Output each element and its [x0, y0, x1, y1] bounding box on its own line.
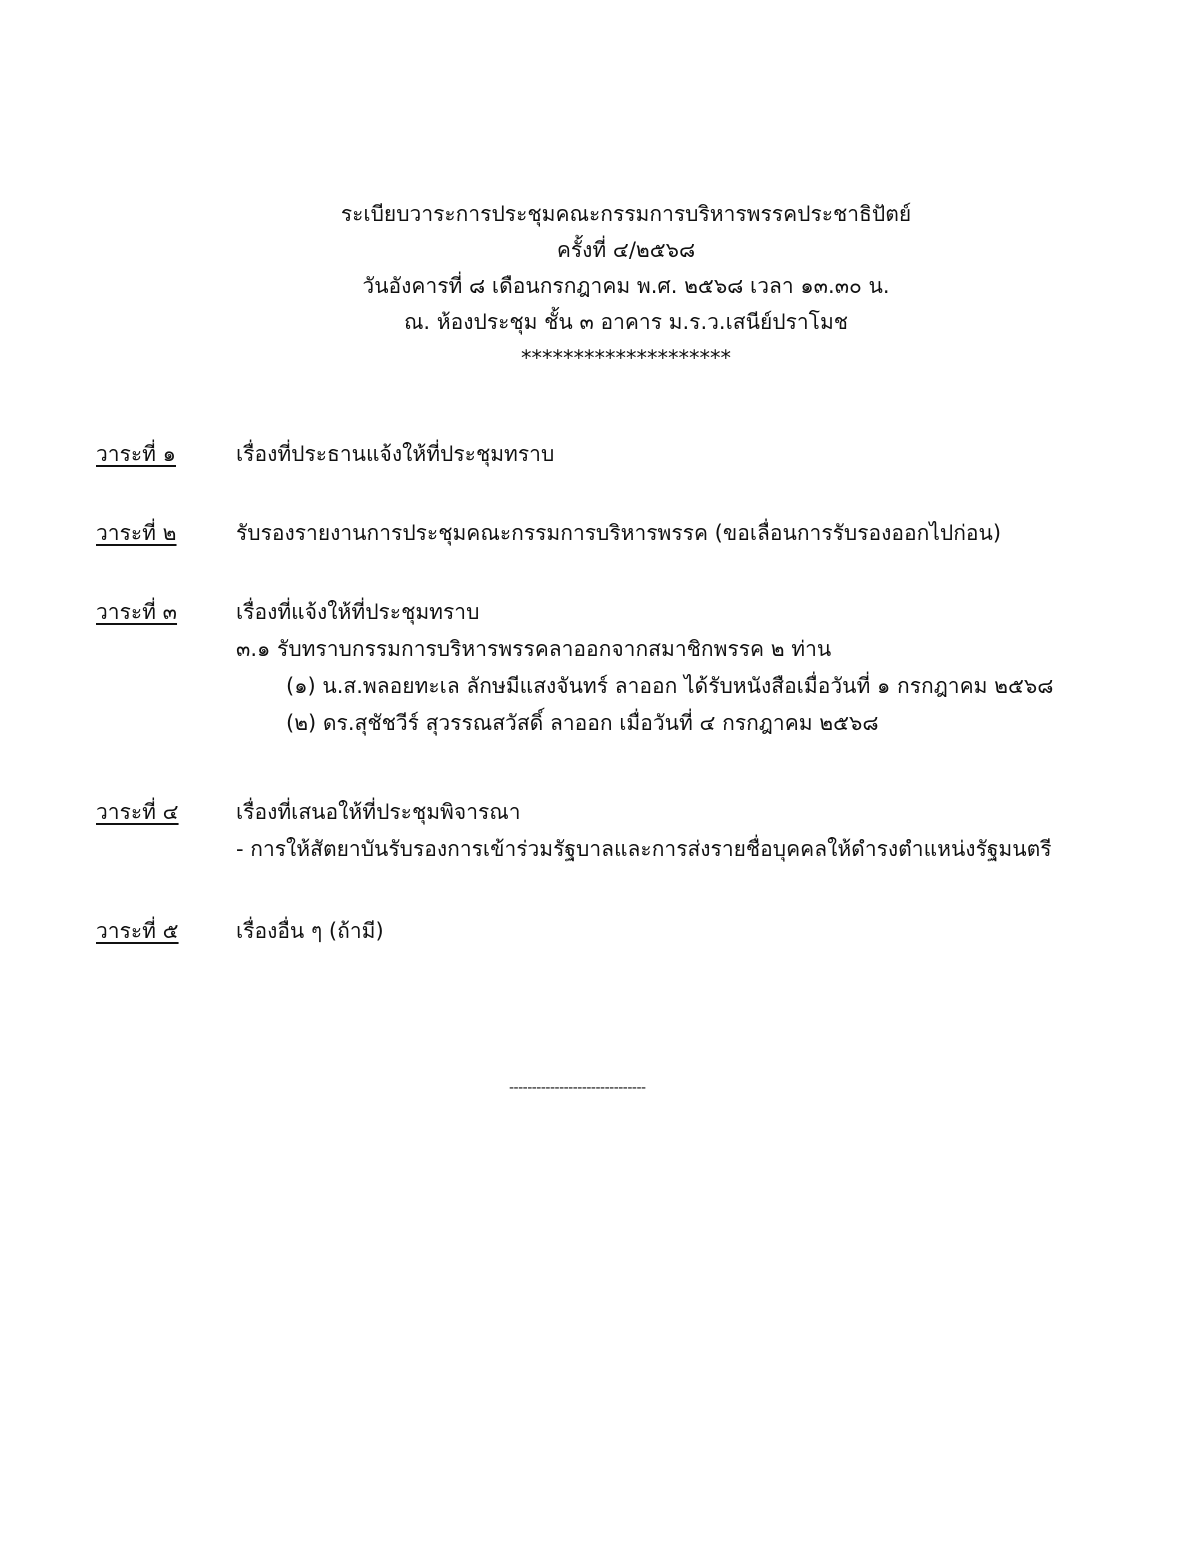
- document-header: [0, 196, 1200, 376]
- footer-rule: ------------------------------: [509, 1080, 646, 1096]
- agenda-label-1: วาระที่ ๑: [96, 442, 176, 466]
- agenda-text-3: เรื่องที่แจ้งให้ที่ประชุมทราบ: [236, 600, 480, 624]
- agenda-text-1: เรื่องที่ประธานแจ้งให้ที่ประชุมทราบ: [236, 442, 555, 466]
- agenda-label-5: วาระที่ ๕: [96, 919, 179, 943]
- agenda-3-detail-2: (๒) ดร.สุชัชวีร์ สุวรรณสวัสดิ์ ลาออก เมื่อวันที่ ๔ กรกฎาคม ๒๕๖๘: [286, 711, 879, 735]
- session-number: ครั้งที่ ๔/๒๕๖๘: [556, 238, 696, 262]
- meeting-venue: ณ. ห้องประชุม ชั้น ๓ อาคาร ม.ร.ว.เสนีย์ปราโมช: [403, 310, 849, 334]
- agenda-text-2: รับรองรายงานการประชุมคณะกรรมการบริหารพรรค (ขอเลื่อนการรับรองออกไปก่อน): [236, 521, 1002, 545]
- header-separator: ********************: [521, 346, 731, 370]
- agenda-3-detail-1: (๑) น.ส.พลอยทะเล ลักษมีแสงจันทร์ ลาออก ได้รับหนังสือเมื่อวันที่ ๑ กรกฎาคม ๒๕๖๘: [286, 674, 1054, 698]
- agenda-3-subitem: ๓.๑ รับทราบกรรมการบริหารพรรคลาออกจากสมาชิกพรรค ๒ ท่าน: [236, 637, 832, 661]
- agenda-item-1: [96, 435, 1156, 473]
- agenda-item-2: [96, 514, 1156, 552]
- agenda-4-subitem: - การให้สัตยาบันรับรองการเข้าร่วมรัฐบาลและการส่งรายชื่อบุคคลให้ดำรงตำแหน่งรัฐมนตรี: [236, 837, 1052, 861]
- agenda-text-4: เรื่องที่เสนอให้ที่ประชุมพิจารณา: [236, 800, 521, 824]
- meeting-datetime: วันอังคารที่ ๘ เดือนกรกฎาคม พ.ศ. ๒๕๖๘ เวลา ๑๓.๓๐ น.: [362, 274, 890, 298]
- agenda-title: ระเบียบวาระการประชุมคณะกรรมการบริหารพรรคประชาธิปัตย์: [340, 202, 912, 226]
- agenda-label-4: วาระที่ ๔: [96, 800, 179, 824]
- agenda-item-3: [96, 593, 1156, 742]
- agenda-label-2: วาระที่ ๒: [96, 521, 177, 545]
- agenda-item-5: [96, 912, 1156, 950]
- agenda-label-3: วาระที่ ๓: [96, 600, 178, 624]
- agenda-item-4: [96, 793, 1156, 868]
- agenda-text-5: เรื่องอื่น ๆ (ถ้ามี): [236, 919, 384, 943]
